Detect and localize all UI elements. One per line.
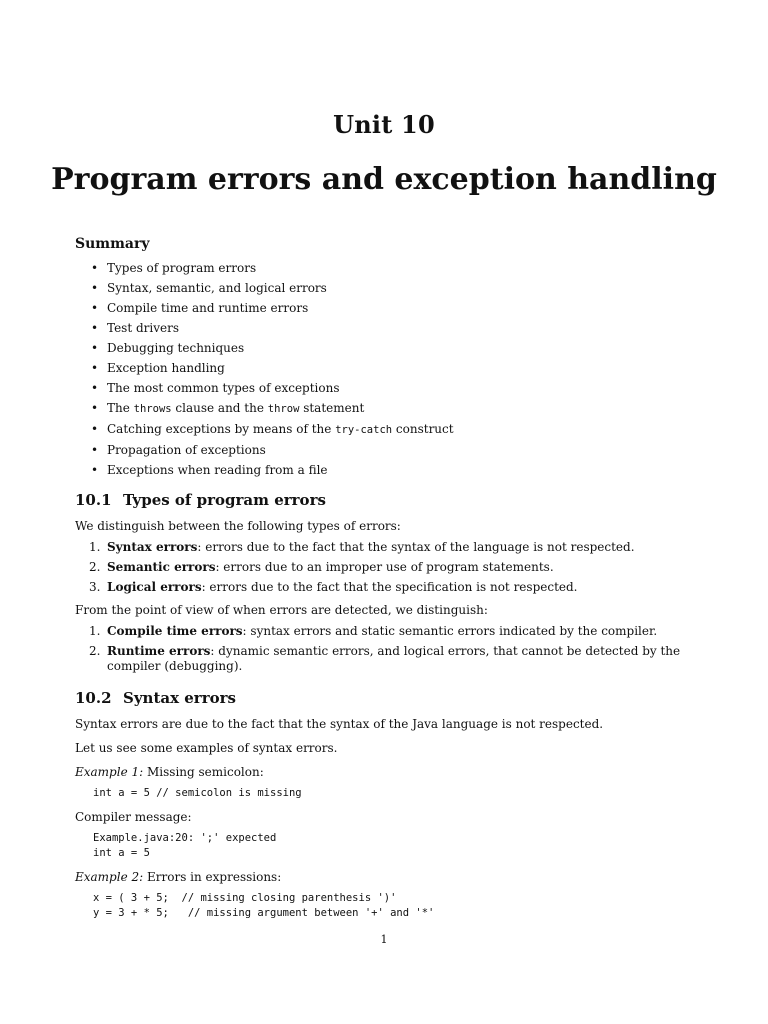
summary-text: Catching exceptions by means of the [107, 422, 336, 436]
summary-item: • Propagation of exceptions [89, 440, 697, 460]
term-description: : errors due to an improper use of program statements. [215, 560, 554, 574]
list-item [75, 624, 697, 639]
section-number: 10.1 [75, 491, 112, 509]
term: Logical errors [107, 580, 202, 594]
item-number: 2. [89, 560, 101, 574]
term: Semantic errors [107, 560, 216, 574]
summary-text: statement [299, 401, 365, 415]
summary-item [89, 419, 697, 440]
summary-heading: Summary [75, 236, 150, 252]
section-number: 10.2 [75, 689, 112, 707]
summary-text: construct [392, 422, 454, 436]
paragraph: From the point of view of when errors are detected, we distinguish: [75, 603, 488, 617]
term-description: : errors due to the fact that the specification is not respected. [201, 580, 578, 594]
inline-code: throws [133, 403, 172, 415]
section-heading-10-2 [75, 688, 697, 708]
summary-text: clause and the [171, 401, 268, 415]
paragraph: Let us see some examples of syntax errors. [75, 741, 338, 755]
error-types-list [75, 540, 697, 595]
example-label: Example 1: [75, 765, 144, 779]
term: Compile time errors [107, 624, 243, 638]
summary-item: • Exceptions when reading from a file [89, 460, 697, 480]
summary-item: • Syntax, semantic, and logical errors [89, 278, 697, 298]
term: Syntax errors [107, 540, 198, 554]
page-title: Program errors and exception handling [51, 162, 717, 197]
section-heading-10-1 [75, 490, 697, 510]
term-description: : errors due to the fact that the syntax of the language is not respected. [197, 540, 635, 554]
inline-code: throw [267, 403, 300, 415]
paragraph: Syntax errors are due to the fact that the syntax of the Java language is not respected. [75, 717, 604, 731]
summary-item: • Compile time and runtime errors [89, 298, 697, 318]
example-text: Missing semicolon: [143, 765, 264, 779]
inline-code: try-catch [335, 424, 393, 436]
summary-text: The [107, 401, 134, 415]
document-body [75, 234, 697, 927]
example-caption [75, 867, 697, 887]
list-item [75, 560, 697, 575]
example-text: Errors in expressions: [143, 870, 282, 884]
code-block: int a = 5 // semicolon is missing [93, 787, 302, 799]
unit-title: Unit 10 [333, 110, 435, 139]
summary-item: • Types of program errors [89, 258, 697, 278]
section-title: Types of program errors [123, 491, 326, 509]
item-number: 2. [89, 644, 101, 658]
compiler-message-block: Example.java:20: ';' expected int a = 5 [93, 832, 277, 859]
term-description: : dynamic semantic errors, and logical errors, that cannot be detected by the compiler (debugging). [107, 644, 681, 673]
term-description: : syntax errors and static semantic errors indicated by the compiler. [242, 624, 658, 638]
paragraph: Compiler message: [75, 810, 192, 824]
page-number: 1 [380, 933, 388, 946]
list-item [75, 644, 697, 674]
code-block: x = ( 3 + 5; // missing closing parenthesis ')' y = 3 + * 5; // missing argument between '+' and '*' [93, 892, 435, 919]
summary-list [75, 258, 697, 480]
term: Runtime errors [107, 644, 211, 658]
paragraph: We distinguish between the following types of errors: [75, 519, 401, 533]
item-number: 3. [89, 580, 101, 594]
section-title: Syntax errors [123, 689, 236, 707]
example-label: Example 2: [75, 870, 144, 884]
detection-time-list [75, 624, 697, 674]
summary-item: • Test drivers [89, 318, 697, 338]
item-number: 1. [89, 624, 101, 638]
list-item [75, 540, 697, 555]
summary-item [89, 398, 697, 419]
list-item [75, 580, 697, 595]
example-caption [75, 762, 697, 782]
item-number: 1. [89, 540, 101, 554]
summary-item: • Exception handling [89, 358, 697, 378]
summary-item: • The most common types of exceptions [89, 378, 697, 398]
summary-item: • Debugging techniques [89, 338, 697, 358]
